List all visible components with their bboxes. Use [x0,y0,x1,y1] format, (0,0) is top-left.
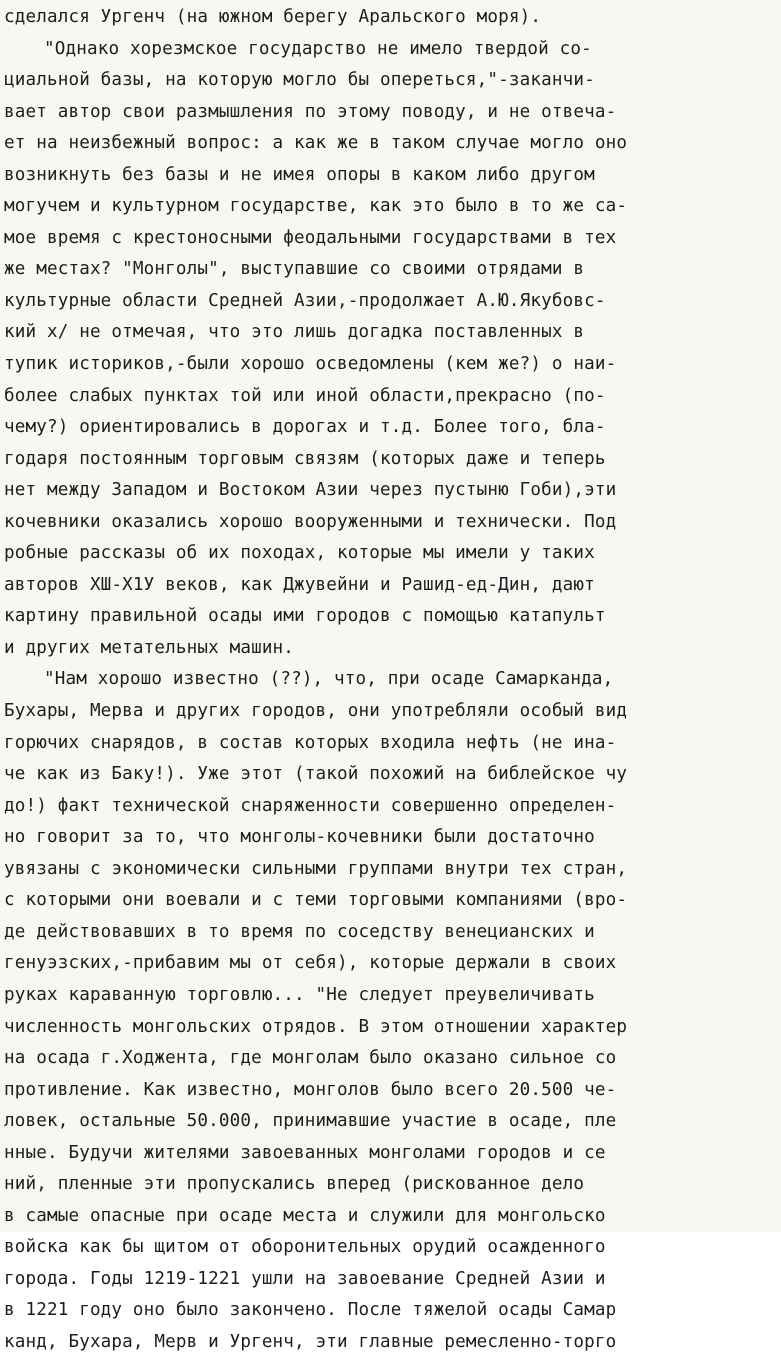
text-line: увязаны с экономически сильными группами внутри тех стран, [4,858,628,879]
text-line: нет между Западом и Востоком Азии через пустыню Гоби),эти [4,480,617,501]
text-line: же местах? "Монголы", выступавшие со своими отрядами в [4,259,585,280]
text-line: "Нам хорошо известно (??), что, при осаде Самарканда, [44,669,614,690]
document-body [4,2,777,1359]
text-line: чему?) ориентировались в дорогах и т.д. Более того, бла- [4,417,606,438]
text-line: до!) факт технической снаряженности совершенно определен- [4,795,617,816]
text-line: более слабых пунктах той или иной области,прекрасно (по- [4,385,606,406]
text-line: де действовавших в то время по соседству венецианских и [4,921,595,942]
text-line: ет на неизбежный вопрос: а как же в таком случае могло оно [4,133,628,154]
text-line: че как из Баку!). Уже этот (такой похожий на библейское чу [4,764,628,785]
text-line: нные. Будучи жителями завоеванных монголами городов и се [4,1142,606,1163]
text-line: в самые опасные при осаде места и служили для монгольско [4,1205,606,1226]
text-line: горючих снарядов, в состав которых входила нефть (не ина- [4,732,617,753]
text-line: кочевники оказались хорошо вооруженными и технически. Под [4,511,617,532]
text-line: вает автор свои размышления по этому поводу, и не отвеча- [4,101,617,122]
text-line: и других метательных машин. [4,637,295,658]
text-line: картину правильной осады ими городов с помощью катапульт [4,606,606,627]
text-line: циальной базы, на которую могло бы опереться,"-заканчи- [4,70,595,91]
text-line: робные рассказы об их походах, которые мы имели у таких [4,543,595,564]
text-line: ний, пленные эти пропускались вперед (рискованное дело [4,1174,585,1195]
text-line: сделался Ургенч (на южном берегу Аральского моря). [4,7,542,27]
text-line: войска как бы щитом от оборонительных орудий осажденного [4,1237,606,1258]
text-line: численность монгольских отрядов. В этом отношении характер [4,1016,628,1037]
text-line: тупик историков,-были хорошо осведомлены (кем же?) о наи- [4,354,617,375]
text-line: с которыми они воевали и с теми торговыми компаниями (вро- [4,890,628,911]
text-line: годаря постоянным торговым связям (которых даже и теперь [4,448,606,469]
text-line: противление. Как известно, монголов было всего 20.500 че- [4,1079,617,1100]
text-line: могучем и культурном государстве, как это было в то же са- [4,196,628,217]
text-line: руках караванную торговлю... "Не следует преувеличивать [4,984,595,1005]
text-line: кий х/ не отмечая, что это лишь догадка поставленных в [4,322,585,343]
text-line: канд, Бухара, Мерв и Ургенч, эти главные ремесленно-торго [4,1331,617,1352]
text-line: авторов ХШ-Х1У веков, как Джувейни и Рашид-ед-Дин, дают [4,574,595,595]
text-line: возникнуть без базы и не имея опоры в каком либо другом [4,164,595,185]
text-line: генуэзских,-прибавим мы от себя), которые держали в своих [4,953,617,974]
text-line: но говорит за то, что монголы-кочевники были достаточно [4,827,595,848]
text-line: города. Годы 1219-1221 ушли на завоевание Средней Азии и [4,1268,606,1289]
text-line: культурные области Средней Азии,-продолжает А.Ю.Якубовс- [4,290,606,311]
text-line: ловек, остальные 50.000, принимавшие участие в осаде, пле [4,1111,617,1132]
text-line: "Однако хорезмское государство не имело твердой со- [44,38,592,59]
text-line: в 1221 году оно было закончено. После тяжелой осады Самар [4,1300,617,1321]
text-line: мое время с крестоносными феодальными государствами в тех [4,227,617,248]
text-line: на осада г.Ходжента, где монголам было оказано сильное со [4,1048,617,1069]
text-line: Бухары, Мерва и других городов, они употребляли особый вид [4,701,628,722]
